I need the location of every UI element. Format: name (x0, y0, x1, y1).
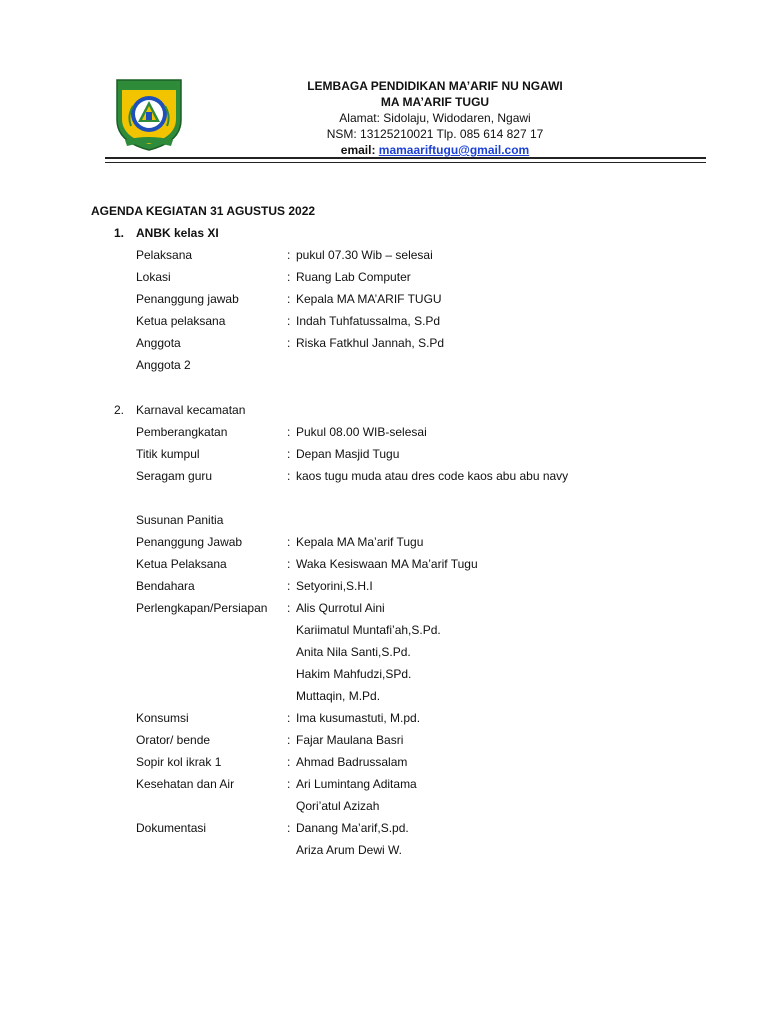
row-value: Depan Masjid Tugu (296, 447, 400, 461)
row-label: Pemberangkatan (136, 425, 228, 439)
row-label: Orator/ bende (136, 733, 211, 747)
row-value: Setyorini,S.H.I (296, 579, 373, 593)
row-value: Waka Kesiswaan MA Ma’arif Tugu (296, 557, 478, 571)
section-1-row (136, 248, 726, 266)
row-value: Danang Ma’arif,S.pd. (296, 821, 409, 835)
row-colon: : (287, 292, 291, 306)
row-label: Dokumentasi (136, 821, 207, 835)
letterhead-rule-thin (105, 162, 706, 163)
perlengkapan-member: Muttaqin, M.Pd. (296, 689, 381, 703)
panitia-row (136, 821, 726, 839)
panitia-heading: Susunan Panitia (136, 513, 224, 527)
section-1-title: ANBK kelas XI (136, 226, 219, 240)
section-2-row (136, 447, 726, 465)
email-label: email: (340, 143, 379, 157)
row-label: Kesehatan dan Air (136, 777, 235, 791)
row-colon: : (287, 755, 291, 769)
row-colon: : (287, 777, 291, 791)
row-value: Ruang Lab Computer (296, 270, 411, 284)
perlengkapan-member: Hakim Mahfudzi,SPd. (296, 667, 412, 681)
row-label: Anggota (136, 336, 181, 350)
row-label: Penanggung jawab (136, 292, 239, 306)
agenda-title: AGENDA KEGIATAN 31 AGUSTUS 2022 (91, 204, 316, 218)
section-2-row (136, 425, 726, 443)
panitia-row (136, 711, 726, 729)
row-colon: : (287, 557, 291, 571)
row-value: Fajar Maulana Basri (296, 733, 404, 747)
panitia-row (136, 755, 726, 773)
panitia-row (136, 777, 726, 795)
row-label: Bendahara (136, 579, 195, 593)
section-1-number: 1. (114, 226, 125, 240)
row-colon: : (287, 579, 291, 593)
section-2-row (136, 469, 726, 487)
row-colon: : (287, 314, 291, 328)
row-colon: : (287, 535, 291, 549)
row-label: Ketua Pelaksana (136, 557, 227, 571)
row-colon: : (287, 447, 291, 461)
row-value: Indah Tuhfatussalma, S.Pd (296, 314, 441, 328)
row-colon: : (287, 425, 291, 439)
row-colon: : (287, 248, 291, 262)
row-label: Konsumsi (136, 711, 189, 725)
row-colon: : (287, 469, 291, 483)
row-label: Anggota 2 (136, 358, 191, 372)
section-2-title: Karnaval kecamatan (136, 403, 246, 417)
panitia-row (136, 535, 726, 553)
section-1-row (136, 336, 726, 354)
section-1-row (136, 314, 726, 332)
email-link[interactable]: mamaariftugu@gmail.com (378, 143, 530, 157)
section-1-row (136, 358, 726, 376)
panitia-row (136, 579, 726, 597)
row-value: Ahmad Badrussalam (296, 755, 408, 769)
school-name: MA MA’ARIF TUGU (380, 95, 490, 109)
row-value: Kepala MA Ma’arif Tugu (296, 535, 424, 549)
row-colon: : (287, 711, 291, 725)
perlengkapan-member: Kariimatul Muntafi’ah,S.Pd. (296, 623, 441, 637)
address: Alamat: Sidolaju, Widodaren, Ngawi (339, 111, 531, 125)
nsm-phone: NSM: 13125210021 Tlp. 085 614 827 17 (326, 127, 544, 141)
letterhead-rule-thick (105, 157, 706, 159)
row-label: Penanggung Jawab (136, 535, 243, 549)
row-colon: : (287, 821, 291, 835)
row-colon: : (287, 733, 291, 747)
row-value: Alis Qurrotul Aini (296, 601, 385, 615)
row-label: Lokasi (136, 270, 171, 284)
row-label: Ketua pelaksana (136, 314, 226, 328)
panitia-row (136, 601, 726, 619)
row-colon: : (287, 336, 291, 350)
row-value: Riska Fatkhul Jannah, S.Pd (296, 336, 445, 350)
dokumentasi-member: Ariza Arum Dewi W. (296, 843, 403, 857)
row-value: Ari Lumintang Aditama (296, 777, 417, 791)
row-value: kaos tugu muda atau dres code kaos abu abu navy (296, 469, 569, 483)
row-value: pukul 07.30 Wib – selesai (296, 248, 433, 262)
row-value: Kepala MA MA’ARIF TUGU (296, 292, 442, 306)
institution-name: LEMBAGA PENDIDIKAN MA’ARIF NU NGAWI (307, 79, 563, 93)
row-label: Titik kumpul (136, 447, 200, 461)
row-colon: : (287, 270, 291, 284)
school-emblem-icon (113, 76, 185, 152)
section-2-number: 2. (114, 403, 125, 417)
perlengkapan-member: Anita Nila Santi,S.Pd. (296, 645, 411, 659)
panitia-row (136, 733, 726, 751)
row-label: Perlengkapan/Persiapan (136, 601, 268, 615)
row-colon: : (287, 601, 291, 615)
row-value: Pukul 08.00 WIB-selesai (296, 425, 427, 439)
row-label: Seragam guru (136, 469, 213, 483)
section-1-row (136, 270, 726, 288)
row-label: Pelaksana (136, 248, 193, 262)
row-label: Sopir kol ikrak 1 (136, 755, 222, 769)
row-value: Ima kusumastuti, M.pd. (296, 711, 421, 725)
email-line (270, 142, 600, 158)
kesehatan-member: Qori’atul Azizah (296, 799, 380, 813)
letterhead (270, 78, 600, 158)
section-1-row (136, 292, 726, 310)
panitia-row (136, 557, 726, 575)
